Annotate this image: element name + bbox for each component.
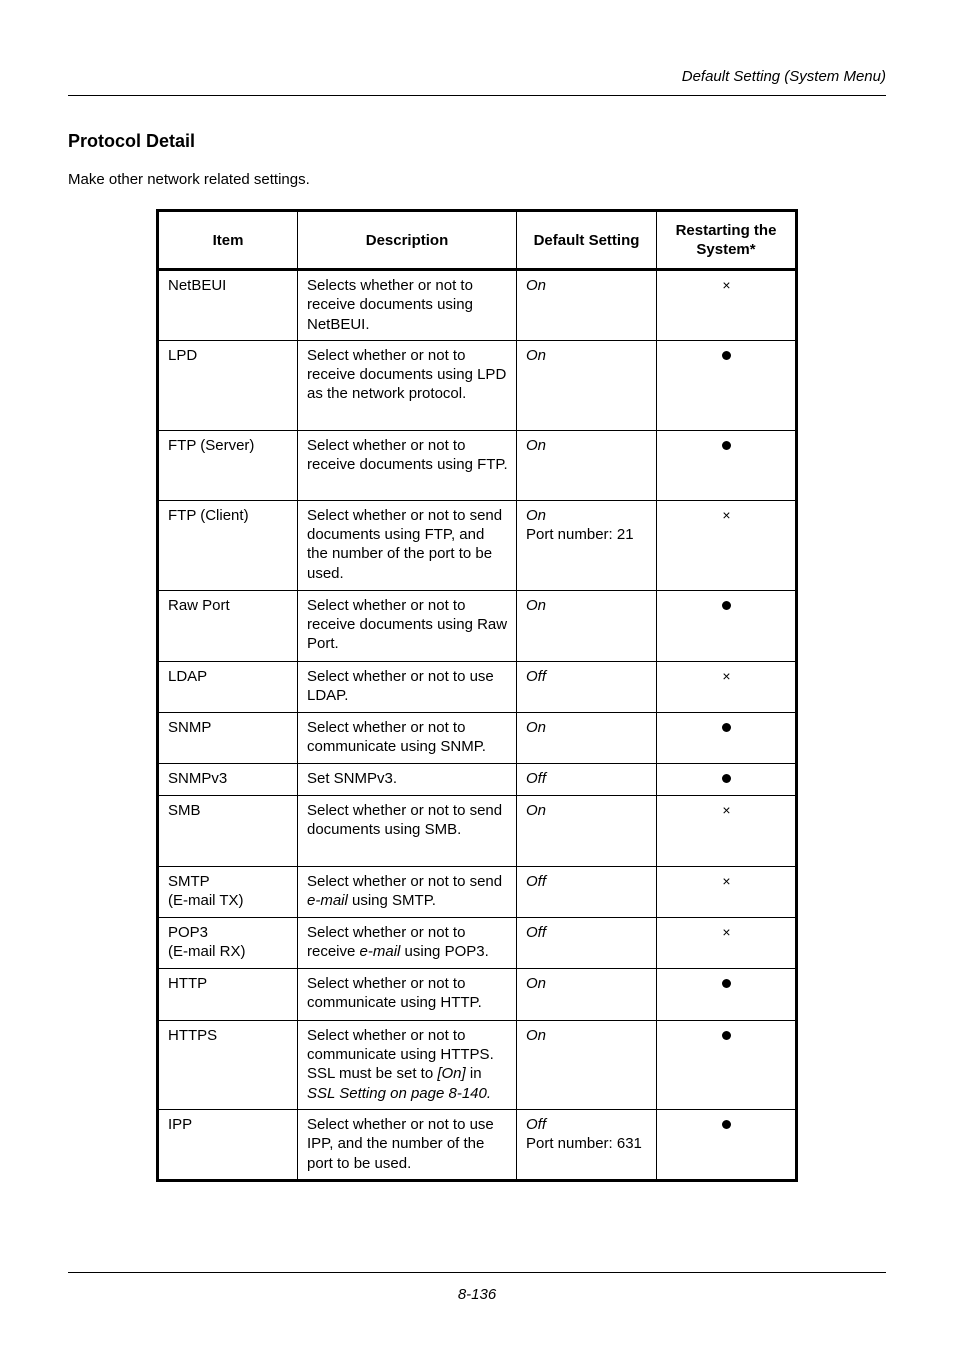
running-header: Default Setting (System Menu): [681, 68, 886, 85]
table-row: [158, 661, 797, 712]
row-description: Selects whether or not to receive documents using NetBEUI.: [298, 270, 517, 341]
row-default: [517, 500, 657, 590]
bullet-icon: [722, 441, 731, 450]
cross-icon: ×: [722, 506, 731, 523]
table-row: [158, 1020, 797, 1109]
bullet-icon: [722, 774, 731, 783]
table-row: [158, 340, 797, 430]
item-line2: (E-mail RX): [168, 943, 246, 961]
row-default: [517, 270, 657, 341]
row-description: Select whether or not to communicate using HTTP.: [298, 968, 517, 1020]
default-value: On: [526, 346, 547, 364]
bullet-icon: [722, 351, 731, 360]
row-restart: [657, 430, 797, 500]
header-restarting-system: [657, 211, 797, 270]
header-restart-line2: System*: [696, 241, 756, 258]
row-description: Set SNMPv3.: [298, 763, 517, 795]
row-restart: [657, 795, 797, 866]
cross-icon: ×: [722, 872, 731, 889]
default-value: On: [526, 718, 547, 736]
desc-part: .: [486, 1084, 492, 1102]
row-description: Select whether or not to send documents using FTP, and the number of the port to be used.: [298, 500, 517, 590]
cross-icon: ×: [722, 801, 731, 818]
row-item: SNMP: [158, 712, 298, 763]
row-default: [517, 866, 657, 917]
table-row: [158, 795, 797, 866]
row-restart: [657, 763, 797, 795]
row-restart: [657, 712, 797, 763]
desc-emphasis: e-mail: [307, 892, 348, 910]
row-default: [517, 712, 657, 763]
row-item: NetBEUI: [158, 270, 298, 341]
row-default: [517, 430, 657, 500]
row-item: [158, 917, 298, 968]
table-row: [158, 430, 797, 500]
default-value: On: [526, 801, 547, 819]
bullet-icon: [722, 1031, 731, 1040]
desc-part: Select whether or not to receive: [307, 923, 466, 961]
cross-icon: ×: [722, 667, 731, 684]
table-row: [158, 270, 797, 341]
row-restart: [657, 500, 797, 590]
row-item: SNMPv3: [158, 763, 298, 795]
item-line1: POP3: [168, 923, 209, 941]
row-default: [517, 917, 657, 968]
row-description: [298, 1020, 517, 1109]
cross-icon: ×: [722, 277, 731, 293]
row-item: HTTPS: [158, 1020, 298, 1109]
row-description: Select whether or not to receive documents using Raw Port.: [298, 590, 517, 661]
row-restart: [657, 340, 797, 430]
default-value: On: [526, 974, 547, 992]
table-row: [158, 917, 797, 968]
footer-rule: [68, 1272, 886, 1273]
desc-part: Select whether or not to communicate using HTTPS. SSL must be set to: [307, 1026, 494, 1083]
table-row: [158, 1110, 797, 1181]
row-restart: [657, 917, 797, 968]
row-item: HTTP: [158, 968, 298, 1020]
desc-part: Select whether or not to send: [307, 872, 503, 890]
row-item: Raw Port: [158, 590, 298, 661]
default-value: Off: [526, 769, 547, 787]
default-value: On: [526, 436, 547, 454]
table-row: [158, 500, 797, 590]
row-default: [517, 795, 657, 866]
header-default-setting: Default Setting: [517, 211, 657, 270]
table-header-row: [158, 211, 797, 270]
desc-part: using POP3.: [400, 943, 489, 961]
default-value: On: [526, 1026, 547, 1044]
bullet-icon: [722, 601, 731, 610]
header-description: Description: [298, 211, 517, 270]
default-value: Off: [526, 667, 547, 685]
row-restart: [657, 590, 797, 661]
row-restart: [657, 1110, 797, 1181]
row-item: [158, 866, 298, 917]
table-row: [158, 712, 797, 763]
bullet-icon: [722, 979, 731, 988]
header-item: Item: [158, 211, 298, 270]
bullet-icon: [722, 1120, 731, 1129]
intro-text: Make other network related settings.: [68, 171, 310, 188]
desc-part: using SMTP.: [347, 892, 436, 910]
row-description: Select whether or not to send documents using SMB.: [298, 795, 517, 866]
default-value: Off: [526, 923, 547, 941]
row-default: [517, 340, 657, 430]
row-description: [298, 917, 517, 968]
protocol-detail-table: [156, 209, 798, 1182]
row-default: [517, 661, 657, 712]
row-restart: [657, 1020, 797, 1109]
default-value: Off: [526, 1116, 547, 1134]
table-row: [158, 763, 797, 795]
row-item: LDAP: [158, 661, 298, 712]
table-row: [158, 968, 797, 1020]
desc-emphasis: e-mail: [359, 943, 401, 961]
row-default: [517, 590, 657, 661]
row-restart: [657, 270, 797, 341]
row-default: [517, 1020, 657, 1109]
row-restart: [657, 866, 797, 917]
row-default: [517, 968, 657, 1020]
desc-emphasis: [On]: [437, 1065, 466, 1083]
item-line2: (E-mail TX): [168, 892, 244, 910]
row-item: LPD: [158, 340, 298, 430]
row-restart: [657, 968, 797, 1020]
row-default: [517, 1110, 657, 1181]
page-number: 8-136: [457, 1286, 497, 1303]
default-value: On: [526, 277, 547, 294]
default-extra: Port number: 21: [526, 526, 634, 544]
row-restart: [657, 661, 797, 712]
default-value: Off: [526, 872, 547, 890]
protocol-table-wrapper: [156, 209, 798, 1182]
table-row: [158, 590, 797, 661]
row-description: [298, 866, 517, 917]
row-default: [517, 763, 657, 795]
default-value: On: [526, 596, 547, 614]
default-extra: Port number: 631: [526, 1135, 642, 1153]
desc-link-reference: SSL Setting on page 8-140: [307, 1084, 487, 1102]
desc-part: in: [465, 1065, 482, 1083]
row-description: Select whether or not to communicate using SNMP.: [298, 712, 517, 763]
row-item: FTP (Server): [158, 430, 298, 500]
item-line1: SMTP: [168, 872, 210, 890]
row-item: FTP (Client): [158, 500, 298, 590]
header-restart-line1: Restarting the: [675, 222, 777, 239]
row-item: IPP: [158, 1110, 298, 1181]
header-rule: [68, 95, 886, 96]
row-description: Select whether or not to receive documents using FTP.: [298, 430, 517, 500]
row-description: Select whether or not to use LDAP.: [298, 661, 517, 712]
section-title: Protocol Detail: [68, 131, 196, 151]
cross-icon: ×: [722, 923, 731, 940]
row-description: Select whether or not to receive documents using LPD as the network protocol.: [298, 340, 517, 430]
bullet-icon: [722, 723, 731, 732]
default-value: On: [526, 506, 547, 524]
table-row: [158, 866, 797, 917]
row-description: Select whether or not to use IPP, and the number of the port to be used.: [298, 1110, 517, 1181]
row-item: SMB: [158, 795, 298, 866]
